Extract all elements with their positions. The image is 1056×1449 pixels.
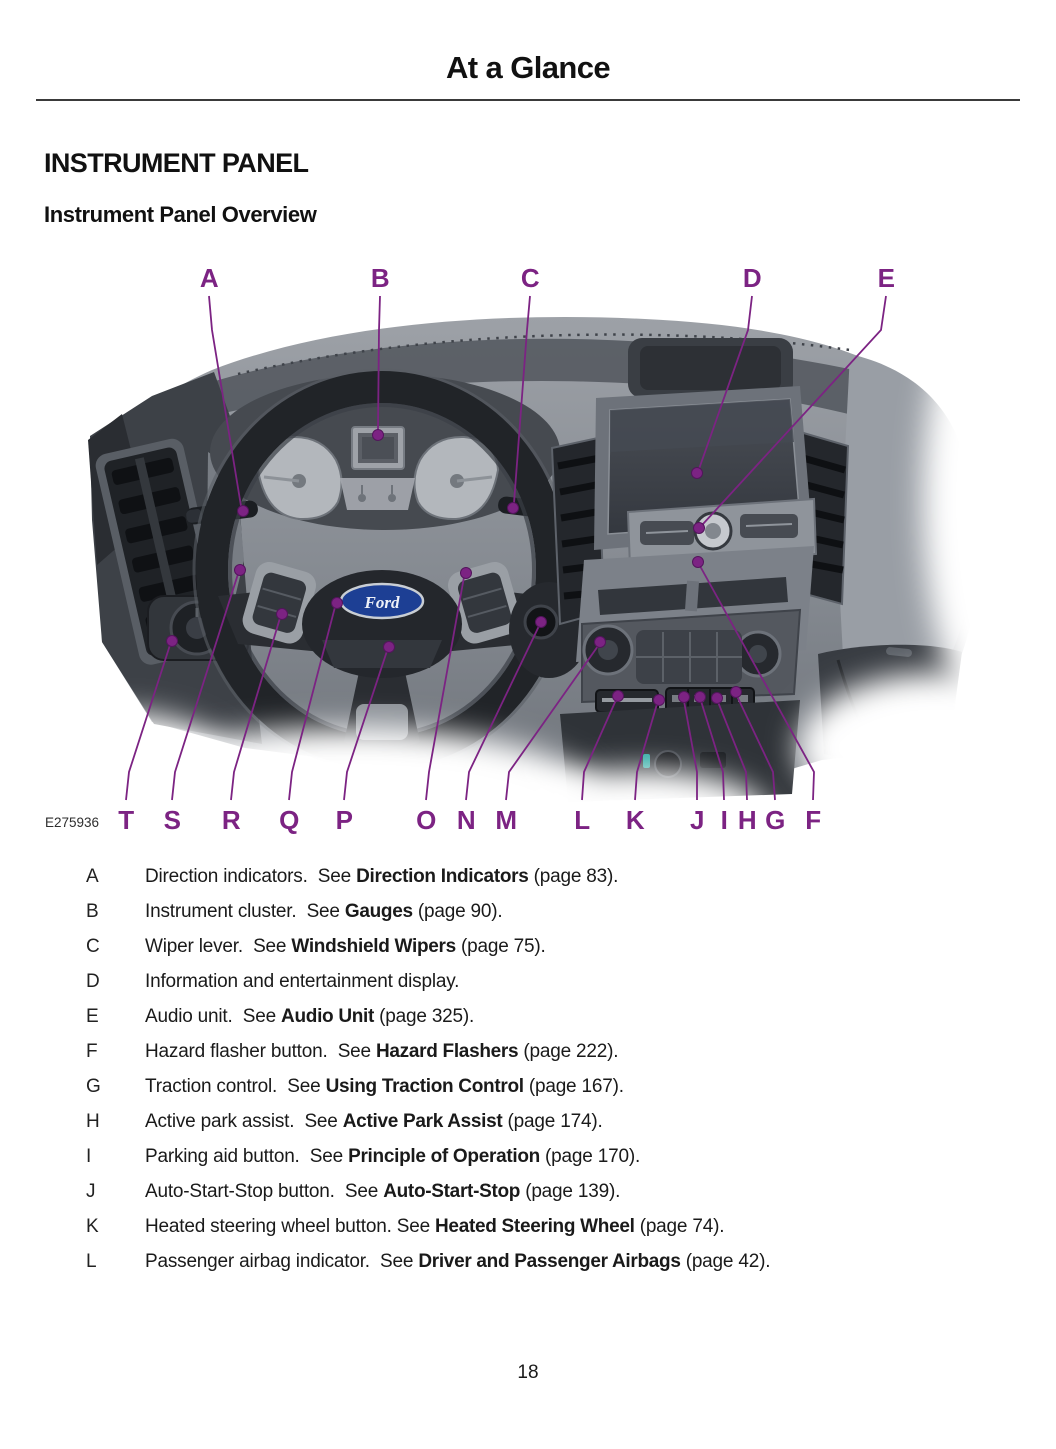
- legend-letter: B: [86, 901, 99, 922]
- callout-dot-A: [238, 506, 249, 517]
- callout-dot-I: [695, 692, 706, 703]
- legend-letter: A: [86, 866, 99, 887]
- legend-description: Heated steering wheel button. See Heated Steering Wheel (page 74).: [145, 1216, 725, 1237]
- console-led: [643, 754, 650, 768]
- callout-letter-J: J: [690, 805, 704, 835]
- legend-description: Active park assist. See Active Park Assist (page 174).: [145, 1111, 603, 1132]
- legend-letter: F: [86, 1041, 98, 1062]
- subsection-title: Instrument Panel Overview: [44, 202, 317, 227]
- callout-dot-F: [693, 557, 704, 568]
- legend-description: Direction indicators. See Direction Indicators (page 83).: [145, 866, 619, 887]
- legend-description: Traction control. See Using Traction Control (page 167).: [145, 1076, 624, 1097]
- legend-letter: G: [86, 1076, 101, 1097]
- legend-letter: H: [86, 1111, 100, 1132]
- callout-letter-N: N: [456, 805, 476, 835]
- legend-letter: I: [86, 1146, 92, 1167]
- legend-description: Auto-Start-Stop button. See Auto-Start-Stop (page 139).: [145, 1181, 621, 1202]
- legend-row-A: [86, 866, 1016, 888]
- callout-letter-R: R: [221, 805, 241, 835]
- legend-row-B: [86, 901, 1016, 923]
- legend-row-G: [86, 1076, 1016, 1098]
- legend-description: Hazard flasher button. See Hazard Flashers (page 222).: [145, 1041, 619, 1062]
- section-title: INSTRUMENT PANEL: [44, 148, 309, 178]
- legend-description: Wiper lever. See Windshield Wipers (page 75).: [145, 936, 546, 957]
- callout-letter-P: P: [335, 805, 353, 835]
- callout-dot-M: [595, 637, 606, 648]
- callout-letter-Q: Q: [279, 805, 299, 835]
- callout-letter-F: F: [805, 805, 821, 835]
- instrument-panel-figure: [0, 245, 1056, 857]
- callout-dot-S: [235, 565, 246, 576]
- page-title: At a Glance: [446, 50, 610, 85]
- legend-row-C: [86, 936, 1016, 958]
- callout-dot-D: [692, 468, 703, 479]
- callout-letter-K: K: [625, 805, 645, 835]
- legend-description: Parking aid button. See Principle of Operation (page 170).: [145, 1146, 641, 1167]
- page-number: 18: [517, 1362, 539, 1383]
- callout-dot-K: [654, 695, 665, 706]
- callout-dot-G: [731, 687, 742, 698]
- legend-row-E: [86, 1006, 1016, 1028]
- callout-dot-E: [694, 523, 705, 534]
- callout-letter-B: B: [370, 263, 390, 293]
- legend-row-D: [86, 971, 1016, 993]
- legend-row-I: [86, 1146, 1016, 1168]
- callout-letter-T: T: [118, 805, 134, 835]
- legend-description: Instrument cluster. See Gauges (page 90).: [145, 901, 503, 922]
- legend-letter: C: [86, 936, 100, 957]
- callout-letter-I: I: [720, 805, 728, 835]
- legend-description: Information and entertainment display.: [145, 971, 460, 992]
- legend-row-H: [86, 1111, 1016, 1133]
- callout-dot-O: [461, 568, 472, 579]
- callout-letter-C: C: [520, 263, 540, 293]
- ford-logo: [341, 584, 423, 618]
- callout-dot-C: [508, 503, 519, 514]
- legend-list: [86, 866, 1016, 1286]
- callout-dot-P: [384, 642, 395, 653]
- callout-dot-T: [167, 636, 178, 647]
- legend-description: Audio unit. See Audio Unit (page 325).: [145, 1006, 475, 1027]
- callout-dot-L: [613, 691, 624, 702]
- callout-letter-G: G: [765, 805, 785, 835]
- figure-code: E275936: [45, 815, 100, 830]
- svg-text:Ford: Ford: [364, 593, 400, 612]
- legend-letter: E: [86, 1006, 99, 1027]
- callout-dot-R: [277, 609, 288, 620]
- legend-row-L: [86, 1251, 1016, 1273]
- callout-dot-B: [373, 430, 384, 441]
- legend-row-K: [86, 1216, 1016, 1238]
- legend-letter: K: [86, 1216, 99, 1237]
- callout-dot-H: [712, 693, 723, 704]
- callout-letter-L: L: [574, 805, 590, 835]
- callout-letter-A: A: [199, 263, 219, 293]
- callout-letter-H: H: [737, 805, 757, 835]
- callout-letter-S: S: [163, 805, 181, 835]
- callout-dot-N: [536, 617, 547, 628]
- legend-row-F: [86, 1041, 1016, 1063]
- legend-description: Passenger airbag indicator. See Driver and Passenger Airbags (page 42).: [145, 1251, 771, 1272]
- passenger-airbag-button: [596, 690, 658, 712]
- instrument-panel-diagram: [0, 245, 1056, 857]
- legend-letter: D: [86, 971, 100, 992]
- callout-letter-O: O: [416, 805, 436, 835]
- dashboard-art: [10, 260, 1056, 857]
- callout-letter-D: D: [742, 263, 762, 293]
- callout-letter-M: M: [495, 805, 517, 835]
- callout-dot-Q: [332, 598, 343, 609]
- legend-letter: J: [86, 1181, 96, 1202]
- legend-letter: L: [86, 1251, 97, 1272]
- callout-letter-E: E: [877, 263, 895, 293]
- callout-dot-J: [679, 692, 690, 703]
- legend-row-J: [86, 1181, 1016, 1203]
- header-divider: [36, 99, 1020, 101]
